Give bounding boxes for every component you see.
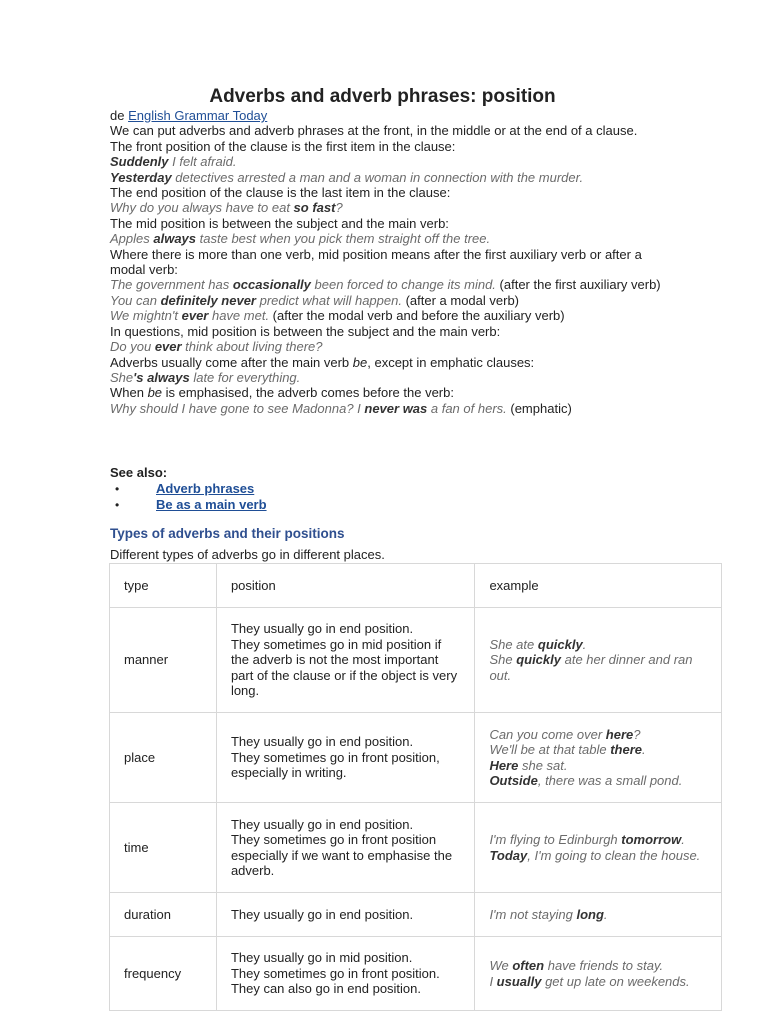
example: Suddenly I felt afraid.	[110, 154, 237, 170]
example-line: Here she sat.	[489, 757, 568, 773]
example: Apples always taste best when you pick them straight off the tree.	[110, 231, 491, 247]
header-position: position	[216, 564, 475, 608]
cell-type: duration	[110, 893, 217, 937]
list-item	[110, 481, 670, 497]
paragraph: We can put adverbs and adverb phrases at the front, in the middle or at the end of a clause.	[110, 123, 638, 139]
example: Yesterday detectives arrested a man and a woman in connection with the murder.	[110, 169, 584, 185]
position-line: They sometimes go in mid position if the adverb is not the most important part of the clause or if the object is very long.	[230, 636, 458, 699]
cell-example	[475, 608, 722, 713]
example: We mightn't ever have met. (after the modal verb and before the auxiliary verb)	[110, 308, 565, 324]
see-also-heading: See also:	[110, 465, 168, 480]
example-line: I usually get up late on weekends.	[489, 973, 690, 989]
cell-type: manner	[110, 608, 217, 713]
position-line: They can also go in end position.	[230, 981, 422, 997]
example: Why should I have gone to see Madonna? I never was a fan of hers. (emphatic)	[110, 400, 572, 416]
table-row	[110, 608, 722, 713]
section-heading: Types of adverbs and their positions	[110, 526, 345, 541]
cell-position	[216, 803, 475, 893]
header-example: example	[475, 564, 722, 608]
cell-position	[216, 713, 475, 803]
see-also	[110, 465, 670, 513]
example-line: She quickly ate her dinner and ran out.	[489, 652, 693, 683]
adverb-table	[109, 563, 722, 1011]
example: You can definitely never predict what will happen. (after a modal verb)	[110, 292, 520, 308]
position-line: They usually go in end position.	[230, 621, 414, 637]
body-text	[110, 108, 670, 416]
example: Do you ever think about living there?	[110, 339, 323, 355]
position-line: They sometimes go in front position.	[230, 965, 440, 981]
cell-example	[475, 893, 722, 937]
table-row	[110, 937, 722, 1011]
example-line: I'm not staying long.	[489, 906, 608, 922]
table-row	[110, 803, 722, 893]
position-line: They sometimes go in front position especially if we want to emphasise the adverb.	[230, 832, 453, 878]
table-row	[110, 893, 722, 937]
example-line: We'll be at that table there.	[489, 742, 646, 758]
example-line: I'm flying to Edinburgh tomorrow.	[489, 832, 685, 848]
paragraph: Adverbs usually come after the main verb be, except in emphatic clauses:	[110, 354, 535, 370]
cell-example	[475, 937, 722, 1011]
example: The government has occasionally been forced to change its mind. (after the first auxiliary verb)	[110, 277, 661, 293]
page-title: Adverbs and adverb phrases: position	[209, 86, 556, 107]
position-line: They usually go in end position.	[230, 816, 414, 832]
example-line: We often have friends to stay.	[489, 958, 664, 974]
position-line: They usually go in mid position.	[230, 950, 413, 966]
example-line: She ate quickly.	[489, 636, 587, 652]
see-also-list	[110, 481, 670, 513]
paragraph: In questions, mid position is between the subject and the main verb:	[110, 323, 501, 339]
position-line: They usually go in end position.	[230, 734, 414, 750]
paragraph: Where there is more than one verb, mid position means after the first auxiliary verb or after a modal verb:	[110, 246, 642, 278]
example-line: Outside, there was a small pond.	[489, 772, 683, 788]
position-line: They usually go in end position.	[230, 906, 414, 922]
paragraph: The mid position is between the subject and the main verb:	[110, 215, 449, 231]
paragraph: When be is emphasised, the adverb comes before the verb:	[110, 385, 454, 401]
cell-example	[475, 713, 722, 803]
cell-position	[216, 893, 475, 937]
example-line: Can you come over here?	[489, 726, 641, 742]
table-header-row	[110, 564, 722, 608]
section-intro: Different types of adverbs go in different places.	[110, 547, 658, 564]
paragraph: The front position of the clause is the first item in the clause:	[110, 138, 456, 154]
cell-type: place	[110, 713, 217, 803]
source-line: de English Grammar Today	[110, 108, 268, 123]
cell-position	[216, 608, 475, 713]
cell-type: frequency	[110, 937, 217, 1011]
table-row	[110, 713, 722, 803]
example: Why do you always have to eat so fast?	[110, 200, 343, 216]
cell-type: time	[110, 803, 217, 893]
cell-position	[216, 937, 475, 1011]
cell-example	[475, 803, 722, 893]
paragraph: The end position of the clause is the last item in the clause:	[110, 185, 451, 201]
position-line: They sometimes go in front position, especially in writing.	[230, 749, 440, 781]
source-link[interactable]: English Grammar Today	[128, 108, 268, 123]
list-item	[110, 497, 670, 513]
example: She's always late for everything.	[110, 369, 301, 385]
example-line: Today, I'm going to clean the house.	[489, 847, 701, 863]
header-type: type	[110, 564, 217, 608]
link-be-main-verb[interactable]: Be as a main verb	[156, 497, 267, 512]
link-adverb-phrases[interactable]: Adverb phrases	[156, 481, 255, 496]
